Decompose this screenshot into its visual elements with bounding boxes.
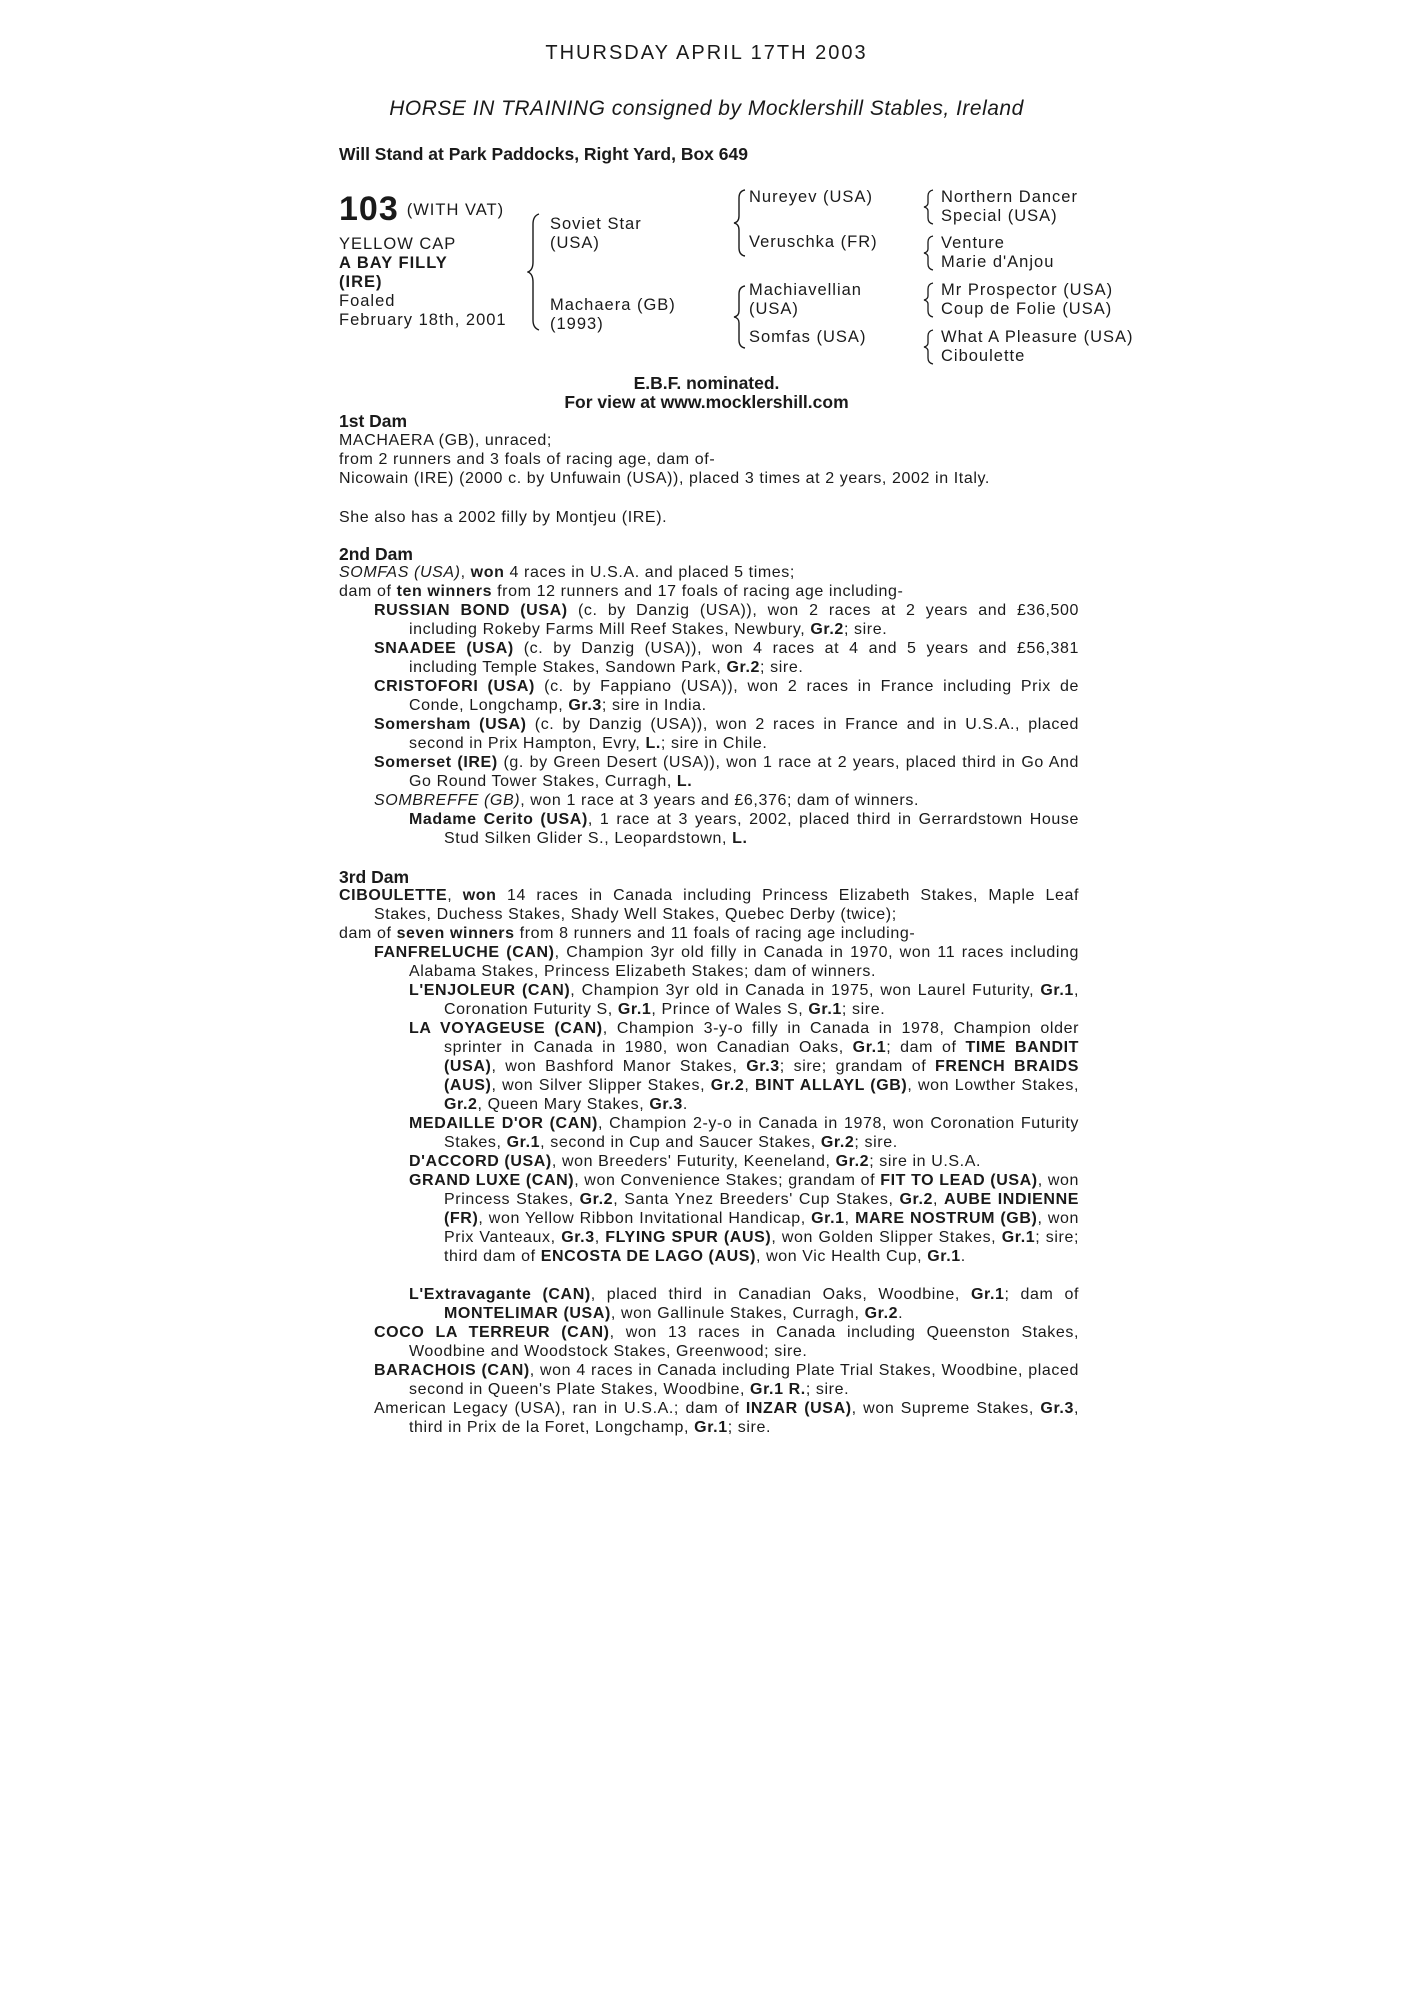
foaled-label: Foaled [339, 292, 396, 310]
entry-la-voyageuse [409, 1019, 1079, 1114]
sire-name: Soviet Star [550, 215, 642, 233]
lv-gr5: Gr.3 [649, 1096, 683, 1113]
le-a: , placed third in Canadian Oaks, Woodbine, [590, 1286, 971, 1303]
gl-gr6: Gr.1 [927, 1248, 961, 1265]
stand-location: Will Stand at Park Paddocks, Right Yard, Box 649 [339, 144, 748, 164]
entry-grand-luxe-text [409, 1171, 1079, 1266]
md-gr1: Gr.1 [506, 1134, 541, 1151]
gg-what-a-pleasure: What A Pleasure (USA) [941, 328, 1134, 346]
al-gr2: Gr.1 [694, 1419, 728, 1436]
pedigree-gg-7-8 [941, 328, 1134, 366]
gl-f: , [844, 1210, 856, 1227]
montelimar-name: MONTELIMAR (USA) [444, 1305, 611, 1322]
somerset-grade: L. [676, 773, 693, 790]
mare-nostrum-name: MARE NOSTRUM (GB) [855, 1210, 1038, 1227]
lv-a: , Champion 3-y-o filly in Canada in 1978, Champion older sprinter in Canada in 1980, won Canadian Oaks, [444, 1020, 1080, 1056]
gl-h: , [594, 1229, 606, 1246]
somersham-record: (c. by Danzig (USA)), won 2 races in France and in U.S.A., placed second in Prix Hampton, Evry, [409, 716, 1080, 752]
lv-g: , won Lowther Stakes, [907, 1077, 1079, 1094]
entry-fanfreluche-text [374, 943, 1079, 981]
lv-e: , won Silver Slipper Stakes, [491, 1077, 711, 1094]
gl-e: , won Yellow Ribbon Invitational Handicap, [478, 1210, 812, 1227]
entry-american-legacy [374, 1399, 1079, 1437]
second-dam-dam-of [339, 582, 1079, 601]
gl-gr5: Gr.1 [1001, 1229, 1036, 1246]
dam-of-suffix: from 12 runners and 17 foals of racing age including- [492, 583, 904, 600]
la-voyageuse-name: LA VOYAGEUSE (CAN) [409, 1020, 603, 1037]
medaille-dor-name: MEDAILLE D'OR (CAN) [409, 1115, 598, 1132]
sale-date: THURSDAY APRIL 17TH 2003 [545, 42, 868, 64]
madame-cerito-record: , 1 race at 3 years, 2002, placed third in Gerrardstown House Stud Silken Glider S., Leopardstown, [444, 811, 1079, 847]
third-dam-heading: 3rd Dam [339, 867, 410, 887]
first-dam-line2: from 2 runners and 3 foals of racing age, dam of- [339, 451, 716, 468]
bint-allayl-name: BINT ALLAYL (GB) [755, 1077, 908, 1094]
entry-madame-cerito-text [409, 810, 1079, 848]
snaadee-end: ; sire. [760, 659, 804, 676]
entry-lextravagante [409, 1285, 1079, 1323]
third-dam-intro [339, 886, 1079, 924]
lenjoleur-a: , Champion 3yr old in Canada in 1975, won Laurel Futurity, [570, 982, 1041, 999]
sombreffe-name: SOMBREFFE (GB) [374, 792, 521, 809]
daccord-name: D'ACCORD (USA) [409, 1153, 552, 1170]
fanfreluche-record: , Champion 3yr old filly in Canada in 1970, won 11 races including Alabama Stakes, Princess Elizabeth Stakes; dam of winners. [409, 944, 1079, 980]
second-dam-name: SOMFAS (USA) [339, 564, 461, 581]
second-dam-intro: SOMFAS (USA), won 4 races in U.S.A. and placed 5 times; [339, 564, 795, 581]
lv-h: , Queen Mary Stakes, [477, 1096, 650, 1113]
gg-mr-prospector: Mr Prospector (USA) [941, 281, 1114, 299]
lenjoleur-b: , Coronation Futurity S, [444, 982, 1079, 1018]
entry-madame-cerito [409, 810, 1079, 848]
le-b: ; dam of [1004, 1286, 1079, 1303]
gl-c: , Santa Ynez Breeders' Cup Stakes, [613, 1191, 900, 1208]
view-website: For view at www.mocklershill.com [564, 392, 849, 412]
gl-g: , won Prix Vanteaux, [444, 1210, 1079, 1246]
inzar-name: INZAR (USA) [745, 1400, 852, 1417]
md-gr2: Gr.2 [820, 1134, 855, 1151]
third-dam-intro-text: CIBOULETTE, won 14 races in Canada including Princess Elizabeth Stakes, Maple Leaf Stakes, Duchess Stakes, Shady Well Stakes, Quebec Derby (twice); [339, 887, 1080, 923]
gl-d: , [933, 1191, 945, 1208]
entry-fanfreluche [374, 943, 1079, 981]
second-dam-heading: 2nd Dam [339, 544, 413, 564]
gl-b: , won Princess Stakes, [444, 1172, 1079, 1208]
entry-la-voyageuse-text [409, 1019, 1079, 1114]
entry-cristofori-text [374, 677, 1079, 715]
lv-gr4: Gr.2 [444, 1096, 478, 1113]
gg-northern-dancer: Northern Dancer [941, 188, 1078, 206]
lenjoleur-name: L'ENJOLEUR (CAN) [409, 982, 571, 999]
da-b: ; sire in U.S.A. [869, 1153, 982, 1170]
madame-cerito-grade: L. [732, 830, 748, 847]
lv-i: . [682, 1096, 688, 1113]
al-pre: American Legacy (USA), ran in U.S.A.; dam of [374, 1400, 746, 1417]
entry-somersham [374, 715, 1079, 753]
entry-barachois-text [374, 1361, 1079, 1399]
pedigree-dam [550, 296, 676, 334]
second-dam-won: won [470, 564, 505, 581]
md-b: , second in Cup and Saucer Stakes, [540, 1134, 821, 1151]
ciboulette-won: won [462, 887, 497, 904]
cap-colour: YELLOW CAP [339, 235, 457, 253]
lv-b: ; dam of [886, 1039, 966, 1056]
gl-gr4: Gr.3 [561, 1229, 595, 1246]
gl-k: , won Vic Health Cup, [756, 1248, 928, 1265]
dam-sire-country: (USA) [749, 300, 799, 318]
lenjoleur-gr2: Gr.1 [617, 1001, 652, 1018]
pedigree-dam-dam: Somfas (USA) [749, 328, 867, 346]
russian-bond-end: ; sire. [843, 621, 888, 638]
entry-russian-bond [374, 601, 1079, 639]
lot-heading [339, 190, 504, 229]
da-a: , won Breeders' Futurity, Keeneland, [551, 1153, 836, 1170]
lenjoleur-d: ; sire. [841, 1001, 886, 1018]
lv-gr2: Gr.3 [746, 1058, 780, 1075]
encosta-de-lago-name: ENCOSTA DE LAGO (AUS) [540, 1248, 756, 1265]
md-c: ; sire. [854, 1134, 898, 1151]
al-c: ; sire. [727, 1419, 772, 1436]
gg-special: Special (USA) [941, 207, 1058, 225]
dam-of-winners: ten winners [396, 583, 493, 600]
dam-year: (1993) [550, 315, 604, 333]
gl-gr3: Gr.1 [811, 1210, 845, 1227]
lv-f: , [744, 1077, 755, 1094]
lot-number: 103 [339, 190, 399, 228]
dam-name: Machaera (GB) [550, 296, 676, 314]
pedigree-brace-gg3 [923, 281, 935, 319]
lextravagante-name: L'Extravagante (CAN) [409, 1286, 591, 1303]
third-dam-of-winners: seven winners [396, 925, 515, 942]
pedigree-sire [550, 215, 642, 253]
somerset-record: (g. by Green Desert (USA)), won 1 race at 2 years, placed third in Go And Go Round Tower Stakes, Curragh, [409, 754, 1079, 790]
lenjoleur-gr1: Gr.1 [1040, 982, 1074, 999]
ba-a: , won 4 races in Canada including Plate Trial Stakes, Woodbine, placed second in Queen's Plate Stakes, Woodbine, [409, 1362, 1080, 1398]
pedigree-gg-3-4 [941, 234, 1054, 272]
cristofori-grade: Gr.3 [568, 697, 602, 714]
gl-j: ; sire; third dam of [444, 1229, 1080, 1265]
coco-la-terreur-name: COCO LA TERREUR (CAN) [374, 1324, 610, 1341]
da-gr1: Gr.2 [835, 1153, 870, 1170]
snaadee-record: (c. by Danzig (USA)), won 4 races at 4 and 5 years and £56,381 including Temple Stakes, Sandown Park, [409, 640, 1079, 676]
entry-lextravagante-text [409, 1285, 1079, 1323]
ba-b: ; sire. [805, 1381, 850, 1398]
entry-somersham-text [374, 715, 1079, 753]
gl-gr2: Gr.2 [899, 1191, 934, 1208]
pedigree-brace-dam-parents [733, 284, 747, 350]
entry-daccord [409, 1152, 1079, 1171]
lot-description-1: A BAY FILLY [339, 254, 448, 272]
snaadee-name: SNAADEE (USA) [374, 640, 514, 657]
pedigree-dam-sire [749, 281, 862, 319]
ebf-nominated: E.B.F. nominated. [633, 373, 780, 393]
pedigree-gg-1-2 [941, 188, 1078, 226]
al-b: , third in Prix de la Foret, Longchamp, [409, 1400, 1080, 1436]
fanfreluche-name: FANFRELUCHE (CAN) [374, 944, 555, 961]
pedigree-brace-sire-parents [733, 188, 747, 258]
grand-luxe-name: GRAND LUXE (CAN) [409, 1172, 575, 1189]
aube-indienne-name: AUBE INDIENNE (FR) [444, 1191, 1079, 1227]
al-gr1: Gr.3 [1040, 1400, 1074, 1417]
dam-sire-name: Machiavellian [749, 281, 862, 299]
gl-i: , won Golden Slipper Stakes, [771, 1229, 1002, 1246]
foaled-date: February 18th, 2001 [339, 311, 507, 329]
cristofori-name: CRISTOFORI (USA) [374, 678, 535, 695]
entry-grand-luxe [409, 1171, 1079, 1266]
somersham-end: ; sire in Chile. [660, 735, 768, 752]
entry-somerset [374, 753, 1079, 791]
lv-c: , won Bashford Manor Stakes, [491, 1058, 747, 1075]
first-dam-line4: She also has a 2002 filly by Montjeu (IRE). [339, 509, 668, 526]
pedigree-brace-sire-dam [527, 212, 541, 332]
flying-spur-name: FLYING SPUR (AUS) [605, 1229, 772, 1246]
consignment-line: HORSE IN TRAINING consigned by Mocklershill Stables, Ireland [389, 97, 1024, 120]
entry-sombreffe [374, 791, 1079, 810]
entry-medaille-dor-text [409, 1114, 1079, 1152]
entry-snaadee-text [374, 639, 1079, 677]
third-dam-dam-of [339, 924, 1079, 943]
entry-coco-la-terreur-text [374, 1323, 1079, 1361]
entry-american-legacy-text [374, 1399, 1079, 1437]
french-braids-name: FRENCH BRAIDS (AUS) [444, 1058, 1079, 1094]
pedigree-sire-dam: Veruschka (FR) [749, 233, 878, 251]
third-dam-of-suffix: from 8 runners and 11 foals of racing age including- [514, 925, 916, 942]
cristofori-end: ; sire in India. [601, 697, 707, 714]
barachois-name: BARACHOIS (CAN) [374, 1362, 530, 1379]
pedigree-brace-gg4 [923, 328, 935, 366]
madame-cerito-name: Madame Cerito (USA) [409, 811, 588, 828]
time-bandit-name: TIME BANDIT (USA) [444, 1039, 1080, 1075]
ciboulette-record: 14 races in Canada including Princess Elizabeth Stakes, Maple Leaf Stakes, Duchess Stakes, Shady Well Stakes, Quebec Derby (twice); [374, 887, 1080, 923]
lenjoleur-gr3: Gr.1 [808, 1001, 842, 1018]
first-dam-produce [339, 469, 1079, 488]
first-dam-line1: MACHAERA (GB), unraced; [339, 432, 552, 449]
lv-gr3: Gr.2 [710, 1077, 745, 1094]
gl-gr1: Gr.2 [579, 1191, 614, 1208]
gg-ciboulette: Ciboulette [941, 347, 1026, 365]
gl-a: , won Convenience Stakes; grandam of [574, 1172, 881, 1189]
entry-snaadee [374, 639, 1079, 677]
pedigree-sire-sire: Nureyev (USA) [749, 188, 873, 206]
entry-coco-la-terreur [374, 1323, 1079, 1361]
pedigree-brace-gg2 [923, 234, 935, 272]
entry-barachois [374, 1361, 1079, 1399]
entry-cristofori [374, 677, 1079, 715]
entry-lenjoleur [409, 981, 1079, 1019]
gg-venture: Venture [941, 234, 1005, 252]
al-a: , won Supreme Stakes, [851, 1400, 1041, 1417]
pedigree-gg-5-6 [941, 281, 1113, 319]
le-c: , won Gallinule Stakes, Curragh, [610, 1305, 865, 1322]
pedigree-brace-gg1 [923, 188, 935, 226]
second-dam-record: 4 races in U.S.A. and placed 5 times; [504, 564, 795, 581]
russian-bond-grade: Gr.2 [810, 621, 844, 638]
entry-medaille-dor [409, 1114, 1079, 1152]
somersham-name: Somersham (USA) [374, 716, 527, 733]
lv-d: ; sire; grandam of [779, 1058, 936, 1075]
somerset-name: Somerset (IRE) [374, 754, 498, 771]
entry-lenjoleur-text [409, 981, 1079, 1019]
first-dam-heading: 1st Dam [339, 411, 408, 431]
entry-russian-bond-text [374, 601, 1079, 639]
snaadee-grade: Gr.2 [726, 659, 761, 676]
ba-gr: Gr.1 R. [750, 1381, 806, 1398]
russian-bond-name: RUSSIAN BOND (USA) [374, 602, 568, 619]
sombreffe-record: , won 1 race at 3 years and £6,376; dam of winners. [520, 792, 919, 809]
gl-l: . [960, 1248, 966, 1265]
russian-bond-record: (c. by Danzig (USA)), won 2 races at 2 years and £36,500 including Rokeby Farms Mill Reef Stakes, Newbury, [409, 602, 1080, 638]
lenjoleur-c: , Prince of Wales S, [651, 1001, 809, 1018]
lot-vat: (WITH VAT) [406, 201, 505, 219]
ciboulette-name: CIBOULETTE [339, 887, 448, 904]
gg-coup-de-folie: Coup de Folie (USA) [941, 300, 1113, 318]
lot-description-2: (IRE) [339, 273, 383, 291]
lot-info [339, 235, 529, 330]
fit-to-lead-name: FIT TO LEAD (USA) [880, 1172, 1038, 1189]
third-dam-of-prefix: dam of [339, 925, 397, 942]
coco-la-terreur-record: , won 13 races in Canada including Queenston Stakes, Woodbine and Woodstock Stakes, Greenwood; sire. [409, 1324, 1080, 1360]
gg-marie-danjou: Marie d'Anjou [941, 253, 1055, 271]
somersham-grade: L. [645, 735, 661, 752]
md-a: , Champion 2-y-o in Canada in 1978, won Coronation Futurity Stakes, [444, 1115, 1079, 1151]
entry-somerset-text [374, 753, 1079, 791]
sire-country: (USA) [550, 234, 600, 252]
dam-of-prefix: dam of [339, 583, 397, 600]
le-gr1: Gr.1 [970, 1286, 1005, 1303]
le-d: . [898, 1305, 904, 1322]
first-dam-produce-text: Nicowain (IRE) (2000 c. by Unfuwain (USA)), placed 3 times at 2 years, 2002 in Italy. [339, 470, 990, 487]
le-gr2: Gr.2 [864, 1305, 899, 1322]
cristofori-record: (c. by Fappiano (USA)), won 2 races in France including Prix de Conde, Longchamp, [409, 678, 1079, 714]
lv-gr1: Gr.1 [852, 1039, 887, 1056]
